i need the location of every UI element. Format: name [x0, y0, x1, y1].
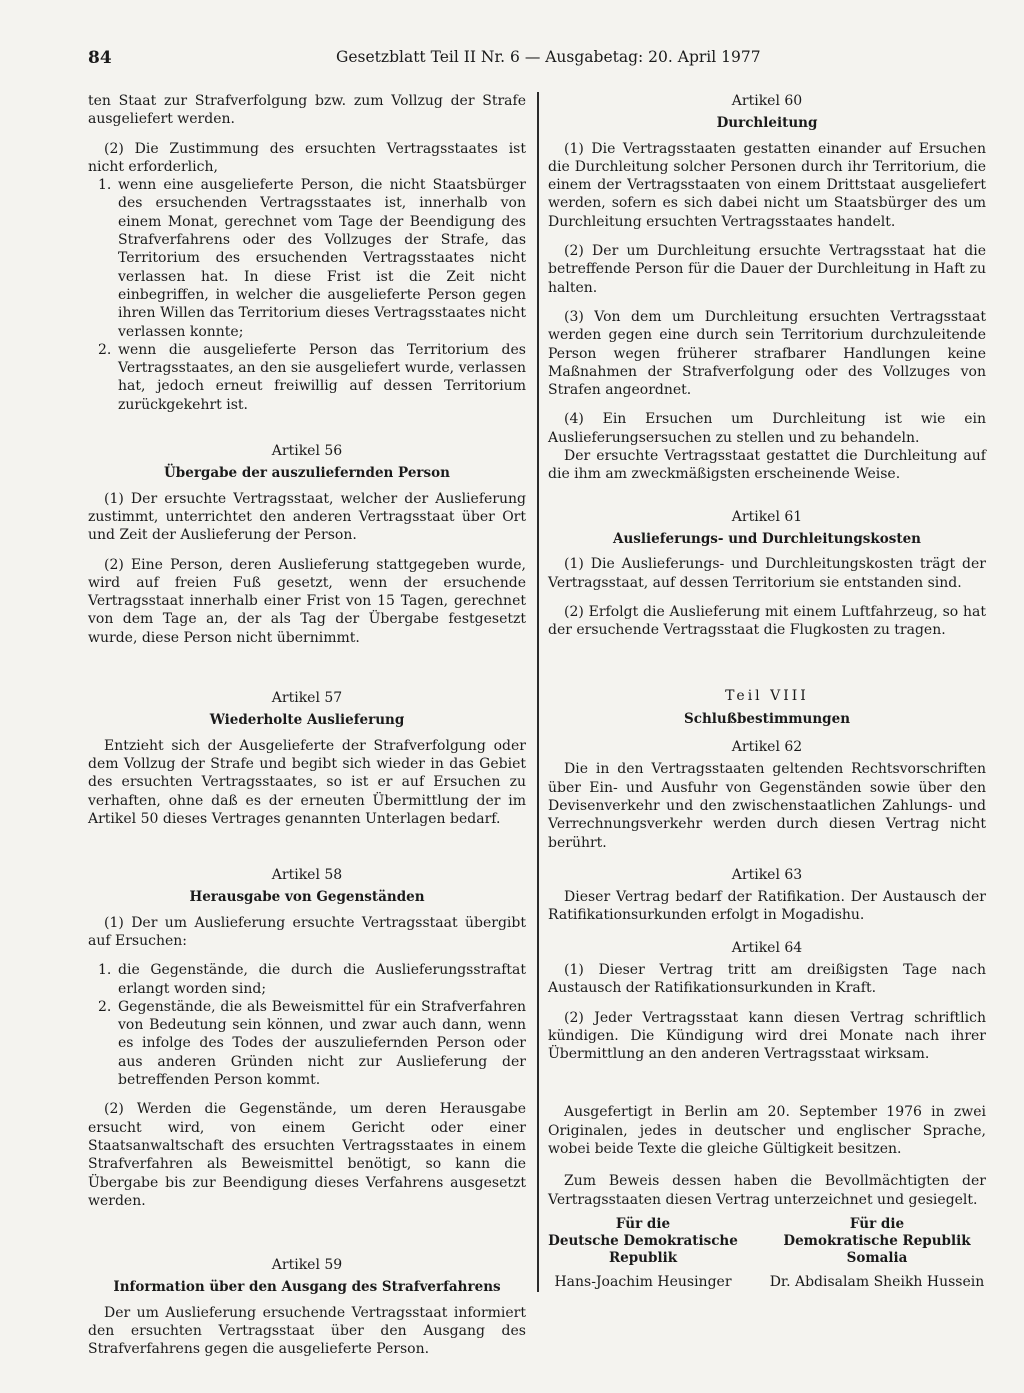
article-57-title: Wiederholte Auslieferung	[209, 712, 405, 729]
article-58-title: Herausgabe von Gegenständen	[189, 889, 425, 906]
article-63-label: Artikel 63	[731, 866, 803, 883]
article-56-title: Übergabe der auszuliefernden Person	[164, 465, 450, 482]
paragraph: (1) Der ersuchte Vertragsstaat, welcher der Auslieferung zustimmt, unterrichtet den anderen Vertragsstaat über Ort und Zeit der Auslieferung der Person.	[88, 490, 526, 544]
article-56-label: Artikel 56	[271, 443, 343, 460]
list-item	[88, 176, 526, 341]
paragraph: (2) Die Zustimmung des ersuchten Vertragsstaates ist nicht erforderlich,	[88, 140, 526, 175]
paragraph: (3) Von dem um Durchleitung ersuchten Vertragsstaat werden gegen eine durch sein Territorium durchzuleitende Person wegen früherer strafbarer Handlungen keine Maßnahmen der Strafverfolgung oder des Vollzuges von Strafen angeordnet.	[548, 308, 986, 399]
signature-block-ddr	[548, 1216, 738, 1291]
part-label: Teil VIII	[725, 688, 809, 705]
closing-paragraph: Ausgefertigt in Berlin am 20. September 1976 in zwei Originalen, jedes in deutscher und englischer Sprache, wobei beide Texte die gleiche Gültigkeit besitzen.	[548, 1104, 986, 1158]
list-text: wenn die ausgelieferte Person das Territorium des Vertragsstaates, an den sie ausgeliefert wurde, verlassen hat, jedoch erneut freiwillig auf dessen Territorium zurückgekehrt ist.	[118, 341, 526, 413]
signatory-name: Hans-Joachim Heusinger	[554, 1274, 732, 1290]
paragraph: (2) Eine Person, deren Auslieferung stattgegeben wurde, wird auf freien Fuß gesetzt, wenn der ersuchende Vertragsstaat innerhalb einer Frist von 15 Tagen, gerechnet von dem Tage an, der als Tag der Übergabe festgesetzt wurde, diese Person nicht übernimmt.	[88, 556, 526, 646]
article-58-label: Artikel 58	[271, 867, 343, 884]
paragraph: (1) Der um Auslieferung ersuchte Vertragsstaat übergibt auf Ersuchen:	[88, 914, 526, 949]
paragraph: (1) Die Auslieferungs- und Durchleitungskosten trägt der Vertragsstaat, auf dessen Territorium sie entstanden sind.	[548, 556, 986, 591]
paragraph: (2) Werden die Gegenstände, um deren Herausgabe ersucht wird, von einem Gericht oder einer Staatsanwaltschaft des ersuchten Vertragsstaates in einem Strafverfahren als Beweismittel benötigt, so kann die Übergabe bis zur Beendigung dieses Verfahrens ausgesetzt werden.	[88, 1101, 526, 1209]
signature-country: Demokratische Republik Somalia	[783, 1233, 971, 1266]
list-item	[88, 341, 526, 414]
paragraph: (4) Ein Ersuchen um Durchleitung ist wie ein Auslieferungsersuchen zu stellen und zu behandeln.	[548, 411, 986, 446]
paragraph: Der um Auslieferung ersuchende Vertragsstaat informiert den ersuchten Vertragsstaat über den Ausgang des Strafverfahrens gegen die ausgelieferte Person.	[88, 1304, 526, 1358]
list-text: die Gegenstände, die durch die Auslieferungsstraftat erlangt worden sind;	[118, 962, 526, 997]
article-62-label: Artikel 62	[731, 739, 803, 756]
article-64-label: Artikel 64	[731, 939, 803, 956]
list-text: Gegenstände, die als Beweismittel für ein Strafverfahren von Bedeutung sein können, und zwar auch dann, wenn es infolge des Todes der auszuliefernden Person oder aus anderen Gründen nicht zur Auslieferung der betreffenden Person kommt.	[118, 998, 526, 1089]
list-number: 2.	[98, 998, 112, 1015]
header-title: Gesetzblatt Teil II Nr. 6 — Ausgabetag: 20. April 1977	[336, 48, 761, 66]
paragraph: Der ersuchte Vertragsstaat gestattet die Durchleitung auf die ihm am zweckmäßigsten erscheinende Weise.	[548, 448, 986, 483]
paragraph-continuation: ten Staat zur Strafverfolgung bzw. zum Vollzug der Strafe ausgeliefert werden.	[88, 93, 526, 128]
list-number: 1.	[98, 962, 112, 979]
paragraph: Entzieht sich der Ausgelieferte der Strafverfolgung oder dem Vollzug der Strafe und begibt sich wieder in das Gebiet des ersuchten Vertragsstaates, so ist er auf Ersuchen zu verhaften, ohne daß es der erneuten Übermittlung der im Artikel 50 dieses Vertrages genannten Unterlagen bedarf.	[88, 737, 526, 827]
left-column	[88, 92, 526, 1359]
article-61-title: Auslieferungs- und Durchleitungskosten	[612, 530, 921, 547]
list-text: wenn eine ausgelieferte Person, die nicht Staatsbürger des ersuchenden Vertragsstaates ist, innerhalb von einem Monat, gerechnet vom Tage der Beendigung des Strafverfahrens oder des Vollzuges der Strafe, das Territorium des ersuchenden Vertragsstaates nicht verlassen hat. In diese Frist ist die Zeit nicht einbegriffen, in welcher die ausgelieferte Person gegen ihren Willen das Territorium dieses Vertragsstaates nicht verlassen konnte;	[118, 177, 526, 340]
paragraph: Dieser Vertrag bedarf der Ratifikation. Der Austausch der Ratifikationsurkunden erfolgt in Mogadishu.	[548, 889, 986, 924]
article-60-label: Artikel 60	[731, 93, 803, 109]
page-header	[88, 46, 761, 74]
signature-for: Für die	[849, 1216, 905, 1232]
paragraph: (1) Dieser Vertrag tritt am dreißigsten Tage nach Austausch der Ratifikationsurkunden in Kraft.	[548, 961, 986, 997]
part-title: Schlußbestimmungen	[683, 710, 851, 727]
article-59-title: Information über den Ausgang des Strafverfahrens	[113, 1279, 501, 1296]
paragraph: (1) Die Vertragsstaaten gestatten einander auf Ersuchen die Durchleitung solcher Personen durch ihr Territorium, die einem der Vertragsstaaten von einem Drittstaat ausgeliefert werden, sofern es sich dabei nicht um Staatsbürger des um Durchleitung ersuchten Vertragsstaates handelt.	[548, 140, 986, 230]
article-57-label: Artikel 57	[271, 690, 343, 707]
list-item	[88, 998, 526, 1089]
article-59-label: Artikel 59	[271, 1257, 343, 1274]
signature-block-somalia	[766, 1216, 988, 1291]
list-number: 2.	[98, 341, 112, 358]
article-61-label: Artikel 61	[731, 508, 803, 525]
paragraph: Die in den Vertragsstaaten geltenden Rechtsvorschriften über Ein- und Ausfuhr von Gegenständen sowie über den Devisenverkehr und den zwischenstaatlichen Zahlungs- und Verrechnungsverkehr werden durch diesen Vertrag nicht berührt.	[548, 761, 986, 851]
signatory-name: Dr. Abdisalam Sheikh Hussein	[769, 1274, 985, 1290]
signature-country: Deutsche Demokratische Republik	[548, 1233, 738, 1266]
closing-paragraph: Zum Beweis dessen haben die Bevollmächtigten der Vertragsstaaten diesen Vertrag unterzeichnet und gesiegelt.	[548, 1173, 986, 1208]
list-item	[88, 961, 526, 998]
article-60-title: Durchleitung	[716, 115, 818, 132]
right-column	[548, 92, 986, 1209]
paragraph: (2) Jeder Vertragsstaat kann diesen Vertrag schriftlich kündigen. Die Kündigung wird drei Monate nach ihrer Übermittlung an den anderen Vertragsstaat wirksam.	[548, 1009, 986, 1063]
signature-for: Für die	[615, 1216, 671, 1232]
page-number: 84	[88, 48, 112, 68]
paragraph: (2) Erfolgt die Auslieferung mit einem Luftfahrzeug, so hat der ersuchende Vertragsstaat die Flugkosten zu tragen.	[548, 603, 986, 639]
column-divider	[537, 92, 539, 1292]
list-number: 1.	[98, 177, 112, 194]
paragraph: (2) Der um Durchleitung ersuchte Vertragsstaat hat die betreffende Person für die Dauer der Durchleitung in Haft zu halten.	[548, 243, 986, 296]
